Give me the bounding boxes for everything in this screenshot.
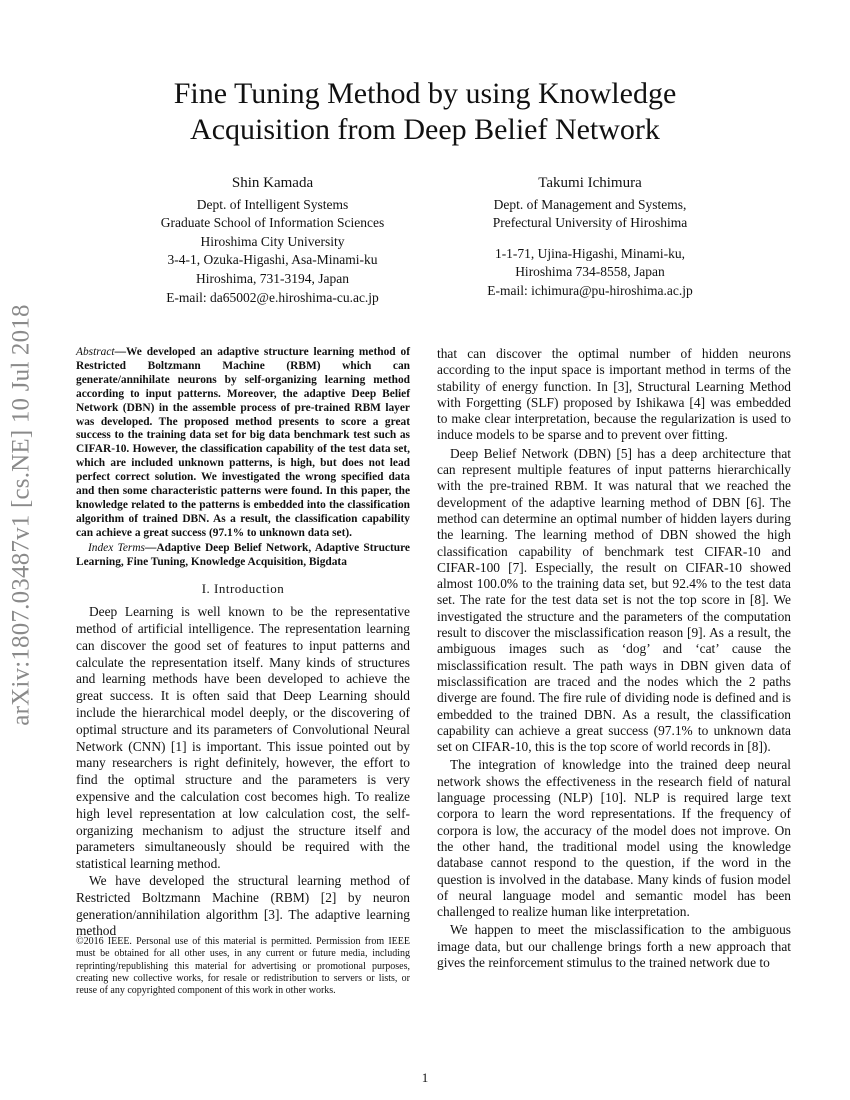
author-affiliation: Dept. of Intelligent Systems [196,196,349,212]
author-spacer [440,233,740,245]
author-block-2 [440,174,740,301]
author-affiliation: Graduate School of Information Sciences [160,215,385,231]
page-number: 1 [421,1070,429,1085]
copyright-notice: ©2016 IEEE. Personal use of this material is permitted. Permission from IEEE must be obtained for all other uses, in any current or future media, including reprinting/republishing this material for advertising or promotional purposes, creating new collective works, for resale or redistribution to servers or lists, or reuse of any copyrighted component of this work in other works. [76,936,410,997]
body-paragraph: Deep Learning is well known to be the representative method of artificial intelligence. The representation learning can discover the good set of features to input patterns and calculate the representation itself. Many kinds of structures and learning methods have been developed to achieve the great success. It is often said that Deep Learning should include the hierarchical model deeply, or the discovering of optimal structure and its parameters of Convolutional Neural Network (CNN) [1] is important. This issue pointed out by many researchers is right definitely, however, the effort to find the optimal structure and the parameters is very expensive and the calculation cost becomes high. To realize high level representation at low calculation cost, the self-organizing mechanism to adjust the structure itself and parameters simultaneously should be required with the statistical learning method. [76,604,410,872]
body-paragraph: The integration of knowledge into the trained deep neural network shows the effectiveness in the research field of natural language processing (NLP) [10]. NLP is required large text corpora to learn the word representations. If the frequency of corpora is low, the accuracy of the model does not improve. On the other hand, the traditional model using the knowledge database cannot respond to the question, if the word in the question is involved in the database. Many kinds of fusion model of neural language model and semantic model has been challenged to realize human like interpretation. [437,757,791,920]
author-email: E-mail: da65002@e.hiroshima-cu.ac.jp [166,289,379,305]
author-address: 1-1-71, Ujina-Higashi, Minami-ku, [494,245,686,261]
abstract [76,346,410,541]
title-line-1: Fine Tuning Method by using Knowledge [173,77,677,110]
author-email: E-mail: ichimura@pu-hiroshima.ac.jp [487,282,693,298]
paper-title [100,76,750,148]
body-paragraph: We have developed the structural learning method of Restricted Boltzmann Machine (RBM) [2] by neuron generation/annihilation algorithm [3]. The adaptive learning method [76,873,410,939]
author-address: Hiroshima, 731-3194, Japan [196,270,349,286]
author-address: 3-4-1, Ozuka-Higashi, Asa-Minami-ku [167,252,378,268]
author-affiliation: Dept. of Management and Systems, [493,196,687,212]
abstract-text: —We developed an adaptive structure learning method of Restricted Boltzmann Machine (RBM) which can generate/annihilate neurons by self-organizing learning method according to input patterns. Moreover, the adaptive Deep Belief Network (DBN) in the assemble process of pre-trained RBM layer was developed. The proposed method presents to score a great success to the training data set for big data benchmark test such as CIFAR-10. However, the classification capability of the test data set, which are included unknown patterns, is high, but does not lead perfect correct solution. We investigated the wrong specified data and then some characteristic patterns were found. In this paper, the knowledge related to the patterns is embedded into the classification algorithm of trained DBN. As a result, the classification capability can achieve a great success (97.1% to unknown data set). [76,346,410,539]
body-paragraph: Deep Belief Network (DBN) [5] has a deep architecture that can represent multiple features of input patterns hierarchically with the pre-trained RBM. It was natural that we reached the development of the adaptive learning method of DBN [6]. The method can determine an optimal number of hidden layers during the learning. The learning method of DBN showed the high classification capability of benchmark test CIFAR-10 and CIFAR-100 [7]. Especially, the result on CIFAR-10 showed almost 100.0% to the training data set, but 92.4% to the test data set. The rate for the test data set is not the top score in [8]. We investigated the structure and the parameters of the computation result to discover the misclassification reason [9]. As a result, the ambiguous images such as ‘dog’ and ‘cat’ cause the misclassification result. The path ways in DBN given data of misclassification are traced and the nodes which the 2 paths diverge are found. The fire rule of dividing node is defined and is embedded to the trained DBN. As a result, the classification capability can achieve a great success (97.1% to unknown data set on CIFAR-10, this is the top score of world records in [8]). [437,445,791,755]
author-name: Shin Kamada [231,175,314,191]
title-line-2: Acquisition from Deep Belief Network [190,113,660,146]
index-terms-text: —Adaptive Deep Belief Network, Adaptive Structure Learning, Fine Tuning, Knowledge Acquisition, Bigdata [76,541,410,568]
author-address: Hiroshima 734-8558, Japan [515,264,665,280]
body-paragraph: We happen to meet the misclassification to the ambiguous image data, but our challenge brings forth a new approach that gives the reinforcement stimulus to the trained network due to [437,922,791,970]
index-terms [76,542,410,570]
body-paragraph: that can discover the optimal number of hidden neurons according to the input space is important method in terms of the stability of energy function. In [3], Structural Learning Method with Forgetting (SLF) proposed by Ishikawa [4] was embedded to make clear interpretation, because the regularization is used to induce models to be sparse and to prevent over fitting. [437,346,791,443]
author-affiliation: Hiroshima City University [200,233,345,249]
author-affiliation: Prefectural University of Hiroshima [492,215,688,231]
arxiv-stamp [2,275,42,755]
right-column [437,346,791,971]
author-block-1 [135,174,410,307]
abstract-lead: Abstract [76,346,115,358]
section-heading-introduction: I. Introduction [201,580,285,596]
author-name: Takumi Ichimura [538,175,642,191]
index-terms-lead: Index Terms [88,541,145,554]
arxiv-stamp-text: arXiv:1807.03487v1 [cs.NE] 10 Jul 2018 [8,304,36,726]
left-column [76,346,410,940]
